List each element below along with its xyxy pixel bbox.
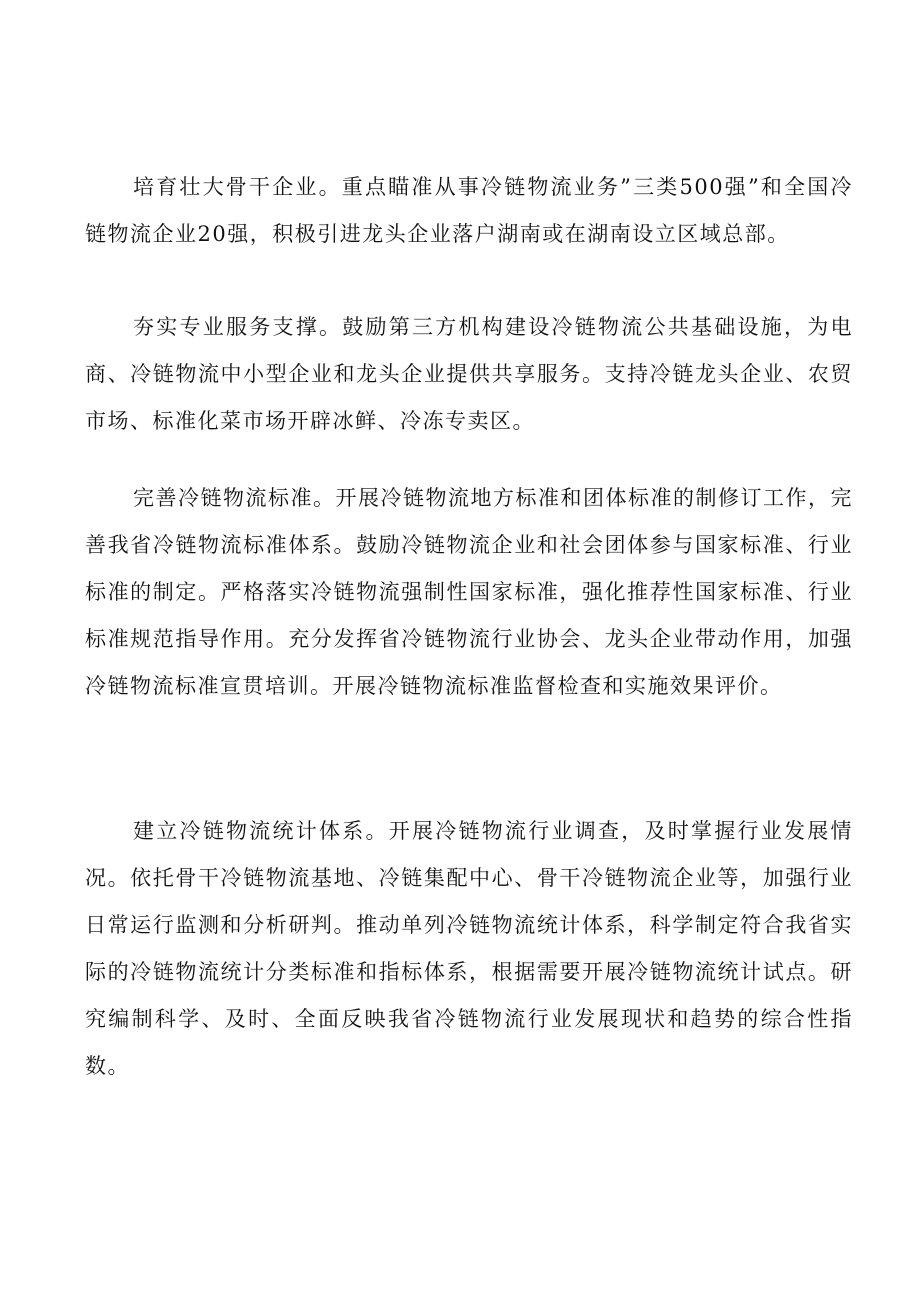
- paragraph-backbone-enterprises: 培育壮大骨干企业。重点瞄准从事冷链物流业务”三类500强”和全国冷链物流企业20强，积极引进龙头企业落户湖南或在湖南设立区域总部。: [85, 175, 853, 246]
- paragraph-statistics-system: 建立冷链物流统计体系。开展冷链物流行业调查，及时掌握行业发展情况。依托骨干冷链物流基地、冷链集配中心、骨干冷链物流企业等，加强行业日常运行监测和分析研判。推动单列冷链物流统计体系，科学制定符合我省实际的冷链物流统计分类标准和指标体系，根据需要开展冷链物流统计试点。研究编制科学、及时、全面反映我省冷链物流行业发展现状和趋势的综合性指数。: [85, 819, 853, 1078]
- paragraph-cold-chain-standards: 完善冷链物流标准。开展冷链物流地方标准和团体标准的制修订工作，完善我省冷链物流标准体系。鼓励冷链物流企业和社会团体参与国家标准、行业标准的制定。严格落实冷链物流强制性国家标准，强化推荐性国家标准、行业标准规范指导作用。充分发挥省冷链物流行业协会、龙头企业带动作用，加强冷链物流标准宣贯培训。开展冷链物流标准监督检查和实施效果评价。: [85, 486, 853, 698]
- paragraph-professional-services: 夯实专业服务支撑。鼓励第三方机构建设冷链物流公共基础设施，为电商、冷链物流中小型企业和龙头企业提供共享服务。支持冷链龙头企业、农贸市场、标准化菜市场开辟冰鲜、冷冻专卖区。: [85, 315, 853, 433]
